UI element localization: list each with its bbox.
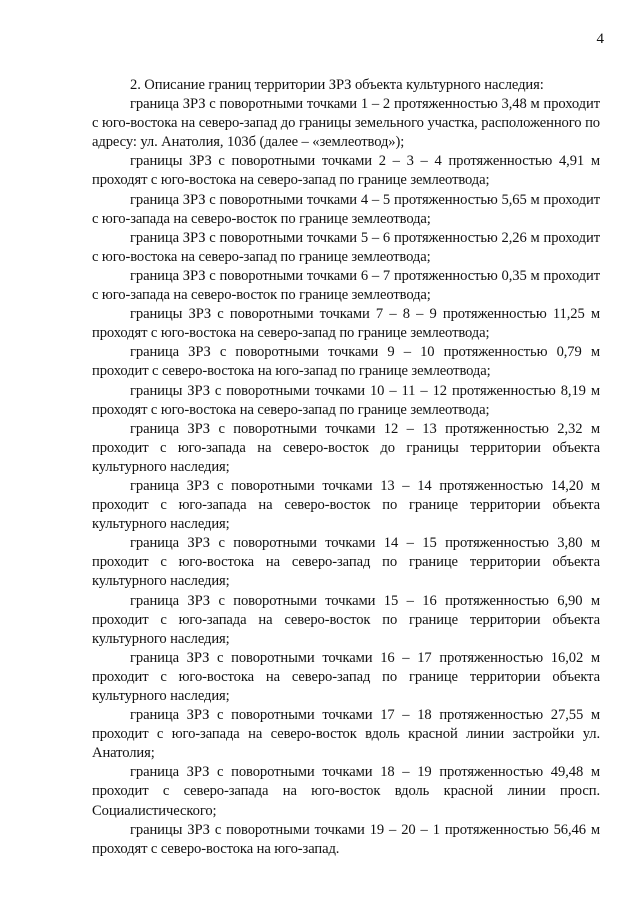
boundary-paragraph-8: границы ЗРЗ с поворотными точками 10 – 11 – 12 протяженностью 8,19 м проходят с юго-востока на северо-запад по границе землеотвода; <box>92 382 600 418</box>
boundary-paragraph-11: граница ЗРЗ с поворотными точками 14 – 15 протяженностью 3,80 м проходит с юго-востока на северо-запад по границе территории объекта культурного наследия; <box>92 535 600 590</box>
boundary-paragraph-9: граница ЗРЗ с поворотными точками 12 – 13 протяженностью 2,32 м проходит с юго-запада на северо-восток до границы территории объекта культурного наследия; <box>92 420 600 475</box>
boundary-paragraph-2: границы ЗРЗ с поворотными точками 2 – 3 – 4 протяженностью 4,91 м проходят с юго-востока на северо-запад по границе землеотвода; <box>92 153 600 189</box>
boundary-paragraph-12: граница ЗРЗ с поворотными точками 15 – 16 протяженностью 6,90 м проходит с юго-запада на северо-восток по границе территории объекта культурного наследия; <box>92 592 600 647</box>
boundary-paragraph-1: граница ЗРЗ с поворотными точками 1 – 2 протяженностью 3,48 м проходит с юго-востока на северо-запад до границы земельного участка, расположенного по адресу: ул. Анатолия, 103б (далее – «землеотвод»); <box>92 96 600 151</box>
boundary-paragraph-14: граница ЗРЗ с поворотными точками 17 – 18 протяженностью 27,55 м проходит с юго-запада на северо-восток вдоль красной линии застройки ул. Анатолия; <box>92 707 600 762</box>
page-number: 4 <box>596 31 604 47</box>
boundary-paragraph-6: границы ЗРЗ с поворотными точками 7 – 8 – 9 протяженностью 11,25 м проходят с юго-востока на северо-запад по границе землеотвода; <box>92 306 600 342</box>
boundary-paragraph-7: граница ЗРЗ с поворотными точками 9 – 10 протяженностью 0,79 м проходит с северо-востока на юго-запад по границе землеотвода; <box>92 344 600 380</box>
boundary-paragraph-15: граница ЗРЗ с поворотными точками 18 – 19 протяженностью 49,48 м проходит с северо-запада на юго-восток вдоль красной линии просп. Социалистического; <box>92 764 600 819</box>
boundary-paragraph-10: граница ЗРЗ с поворотными точками 13 – 14 протяженностью 14,20 м проходит с юго-запада на северо-восток по границе территории объекта культурного наследия; <box>92 477 600 533</box>
boundary-paragraph-16: границы ЗРЗ с поворотными точками 19 – 20 – 1 протяженностью 56,46 м проходят с северо-востока на юго-запад. <box>92 821 600 857</box>
boundary-paragraph-4: граница ЗРЗ с поворотными точками 5 – 6 протяженностью 2,26 м проходит с юго-востока на северо-запад по границе землеотвода; <box>92 229 600 265</box>
boundary-paragraph-5: граница ЗРЗ с поворотными точками 6 – 7 протяженностью 0,35 м проходит с юго-запада на северо-восток по границе землеотвода; <box>92 267 600 304</box>
boundary-paragraph-13: граница ЗРЗ с поворотными точками 16 – 17 протяженностью 16,02 м проходит с юго-востока на северо-запад по границе территории объекта культурного наследия; <box>92 649 600 704</box>
section-heading: 2. Описание границ территории ЗРЗ объекта культурного наследия: <box>130 77 544 93</box>
boundary-paragraph-3: граница ЗРЗ с поворотными точками 4 – 5 протяженностью 5,65 м проходит с юго-запада на северо-восток по границе землеотвода; <box>92 191 600 227</box>
document-body <box>92 76 600 859</box>
